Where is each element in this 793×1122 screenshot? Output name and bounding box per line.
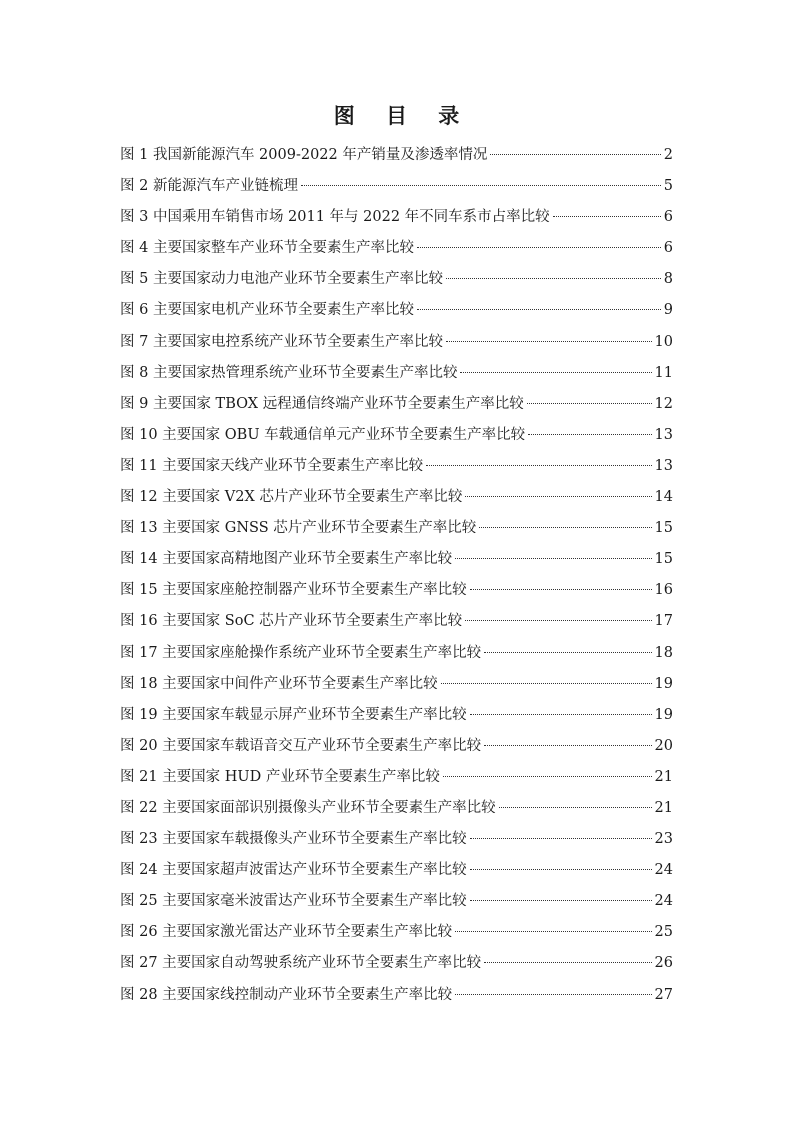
toc-entry-label: 图 12 主要国家 V2X 芯片产业环节全要素生产率比较 — [120, 489, 463, 506]
toc-entry-label: 图 27 主要国家自动驾驶系统产业环节全要素生产率比较 — [120, 955, 482, 972]
toc-dot-leader — [479, 527, 651, 528]
toc-entry-page-number: 25 — [654, 924, 673, 941]
toc-dot-leader — [417, 309, 661, 310]
toc-entry[interactable] — [120, 918, 673, 949]
toc-dot-leader — [441, 683, 652, 684]
toc-dot-leader — [426, 465, 651, 466]
toc-entry-label: 图 13 主要国家 GNSS 芯片产业环节全要素生产率比较 — [120, 520, 477, 537]
toc-entry-label: 图 10 主要国家 OBU 车载通信单元产业环节全要素生产率比较 — [120, 426, 526, 443]
toc-entry-label: 图 14 主要国家高精地图产业环节全要素生产率比较 — [120, 551, 453, 568]
toc-entry-page-number: 19 — [654, 706, 673, 723]
toc-entry-label: 图 1 我国新能源汽车 2009-2022 年产销量及渗透率情况 — [120, 147, 488, 163]
toc-entry-page-number: 19 — [654, 675, 673, 692]
toc-dot-leader — [443, 776, 652, 777]
toc-dot-leader — [527, 403, 652, 404]
toc-entry-page-number: 9 — [663, 302, 673, 319]
toc-dot-leader — [301, 185, 661, 186]
toc-entry[interactable] — [120, 856, 673, 887]
toc-dot-leader — [553, 216, 661, 217]
toc-entry-label: 图 23 主要国家车载摄像头产业环节全要素生产率比较 — [120, 831, 467, 848]
toc-entry-page-number: 5 — [663, 178, 673, 195]
toc-entry-label: 图 8 主要国家热管理系统产业环节全要素生产率比较 — [120, 364, 458, 381]
toc-entry[interactable] — [120, 949, 673, 980]
toc-entry[interactable] — [120, 576, 673, 607]
toc-entry-page-number: 20 — [654, 737, 673, 754]
toc-entry-label: 图 25 主要国家毫米波雷达产业环节全要素生产率比较 — [120, 893, 467, 910]
toc-entry-label: 图 7 主要国家电控系统产业环节全要素生产率比较 — [120, 333, 443, 350]
toc-dot-leader — [470, 900, 652, 901]
toc-entry-page-number: 8 — [663, 271, 673, 288]
toc-entry-label: 图 28 主要国家线控制动产业环节全要素生产率比较 — [120, 986, 453, 1003]
toc-entry[interactable] — [120, 421, 673, 452]
toc-dot-leader — [455, 931, 651, 932]
toc-entry-label: 图 21 主要国家 HUD 产业环节全要素生产率比较 — [120, 768, 440, 785]
toc-entry-label: 图 4 主要国家整车产业环节全要素生产率比较 — [120, 240, 414, 257]
toc-entry[interactable] — [120, 328, 673, 359]
toc-entry-label: 图 11 主要国家天线产业环节全要素生产率比较 — [120, 457, 424, 474]
toc-entry-label: 图 15 主要国家座舱控制器产业环节全要素生产率比较 — [120, 582, 467, 599]
toc-entry-page-number: 10 — [654, 333, 673, 350]
toc-entry-label: 图 18 主要国家中间件产业环节全要素生产率比较 — [120, 675, 438, 692]
toc-entry[interactable] — [120, 545, 673, 576]
toc-dot-leader — [484, 962, 651, 963]
toc-entry-page-number: 6 — [663, 240, 673, 257]
toc-entry-page-number: 18 — [654, 644, 673, 661]
toc-entry[interactable] — [120, 607, 673, 638]
toc-entry[interactable] — [120, 639, 673, 670]
toc-entry-page-number: 13 — [654, 457, 673, 474]
toc-entry[interactable] — [120, 981, 673, 1012]
toc-entry-page-number: 21 — [654, 768, 673, 785]
toc-entry-page-number: 15 — [654, 551, 673, 568]
toc-dot-leader — [470, 714, 652, 715]
toc-entry-page-number: 2 — [663, 147, 673, 163]
toc-dot-leader — [490, 154, 660, 155]
toc-dot-leader — [446, 278, 661, 279]
toc-dot-leader — [460, 372, 651, 373]
toc-entry-page-number: 21 — [654, 799, 673, 816]
toc-entry-page-number: 24 — [654, 893, 673, 910]
toc-entry-label: 图 20 主要国家车载语音交互产业环节全要素生产率比较 — [120, 737, 482, 754]
toc-entry-label: 图 9 主要国家 TBOX 远程通信终端产业环节全要素生产率比较 — [120, 395, 524, 412]
toc-entry[interactable] — [120, 296, 673, 327]
toc-entry-page-number: 15 — [654, 520, 673, 537]
toc-entry[interactable] — [120, 483, 673, 514]
toc-dot-leader — [484, 652, 651, 653]
toc-entry[interactable] — [120, 514, 673, 545]
toc-entry[interactable] — [120, 359, 673, 390]
toc-entry-page-number: 26 — [654, 955, 673, 972]
toc-entry[interactable] — [120, 234, 673, 265]
toc-entry-page-number: 6 — [663, 209, 673, 226]
toc-entry[interactable] — [120, 794, 673, 825]
toc-entry[interactable] — [120, 141, 673, 172]
toc-entry[interactable] — [120, 203, 673, 234]
toc-entry-page-number: 12 — [654, 395, 673, 412]
toc-entry-page-number: 17 — [654, 613, 673, 630]
toc-dot-leader — [470, 838, 652, 839]
toc-dot-leader — [446, 341, 652, 342]
toc-entry-label: 图 22 主要国家面部识别摄像头产业环节全要素生产率比较 — [120, 799, 496, 816]
toc-entry[interactable] — [120, 732, 673, 763]
toc-entry-label: 图 5 主要国家动力电池产业环节全要素生产率比较 — [120, 271, 443, 288]
toc-entry[interactable] — [120, 452, 673, 483]
toc-dot-leader — [455, 994, 651, 995]
toc-entry-label: 图 2 新能源汽车产业链梳理 — [120, 178, 298, 195]
toc-entry[interactable] — [120, 701, 673, 732]
toc-entry-page-number: 27 — [654, 986, 673, 1003]
toc-dot-leader — [465, 496, 651, 497]
toc-dot-leader — [528, 434, 651, 435]
toc-entry-label: 图 3 中国乘用车销售市场 2011 年与 2022 年不同车系市占率比较 — [120, 209, 550, 226]
toc-dot-leader — [455, 558, 651, 559]
toc-entry-page-number: 23 — [654, 831, 673, 848]
toc-entry-label: 图 17 主要国家座舱操作系统产业环节全要素生产率比较 — [120, 644, 482, 661]
toc-dot-leader — [470, 589, 652, 590]
toc-entry[interactable] — [120, 825, 673, 856]
toc-entry-label: 图 16 主要国家 SoC 芯片产业环节全要素生产率比较 — [120, 613, 463, 630]
page-title: 图 目 录 — [333, 104, 472, 128]
toc-entry-label: 图 6 主要国家电机产业环节全要素生产率比较 — [120, 302, 414, 319]
toc-entry[interactable] — [120, 763, 673, 794]
toc-dot-leader — [465, 620, 651, 621]
toc-entry[interactable] — [120, 265, 673, 296]
toc-entry-label: 图 26 主要国家激光雷达产业环节全要素生产率比较 — [120, 924, 453, 941]
toc-entry-label: 图 24 主要国家超声波雷达产业环节全要素生产率比较 — [120, 862, 467, 879]
toc-dot-leader — [484, 745, 651, 746]
toc-entry[interactable] — [120, 887, 673, 918]
toc-entry-label: 图 19 主要国家车载显示屏产业环节全要素生产率比较 — [120, 706, 467, 723]
toc-entry[interactable] — [120, 390, 673, 421]
toc-dot-leader — [499, 807, 652, 808]
toc-entry-page-number: 11 — [654, 364, 673, 381]
toc-entry[interactable] — [120, 172, 673, 203]
toc-entry-page-number: 16 — [654, 582, 673, 599]
figure-toc-list — [120, 141, 673, 1012]
toc-entry[interactable] — [120, 670, 673, 701]
toc-entry-page-number: 14 — [654, 489, 673, 506]
toc-entry-page-number: 13 — [654, 426, 673, 443]
toc-dot-leader — [470, 869, 652, 870]
toc-dot-leader — [417, 247, 661, 248]
toc-entry-page-number: 24 — [654, 862, 673, 879]
